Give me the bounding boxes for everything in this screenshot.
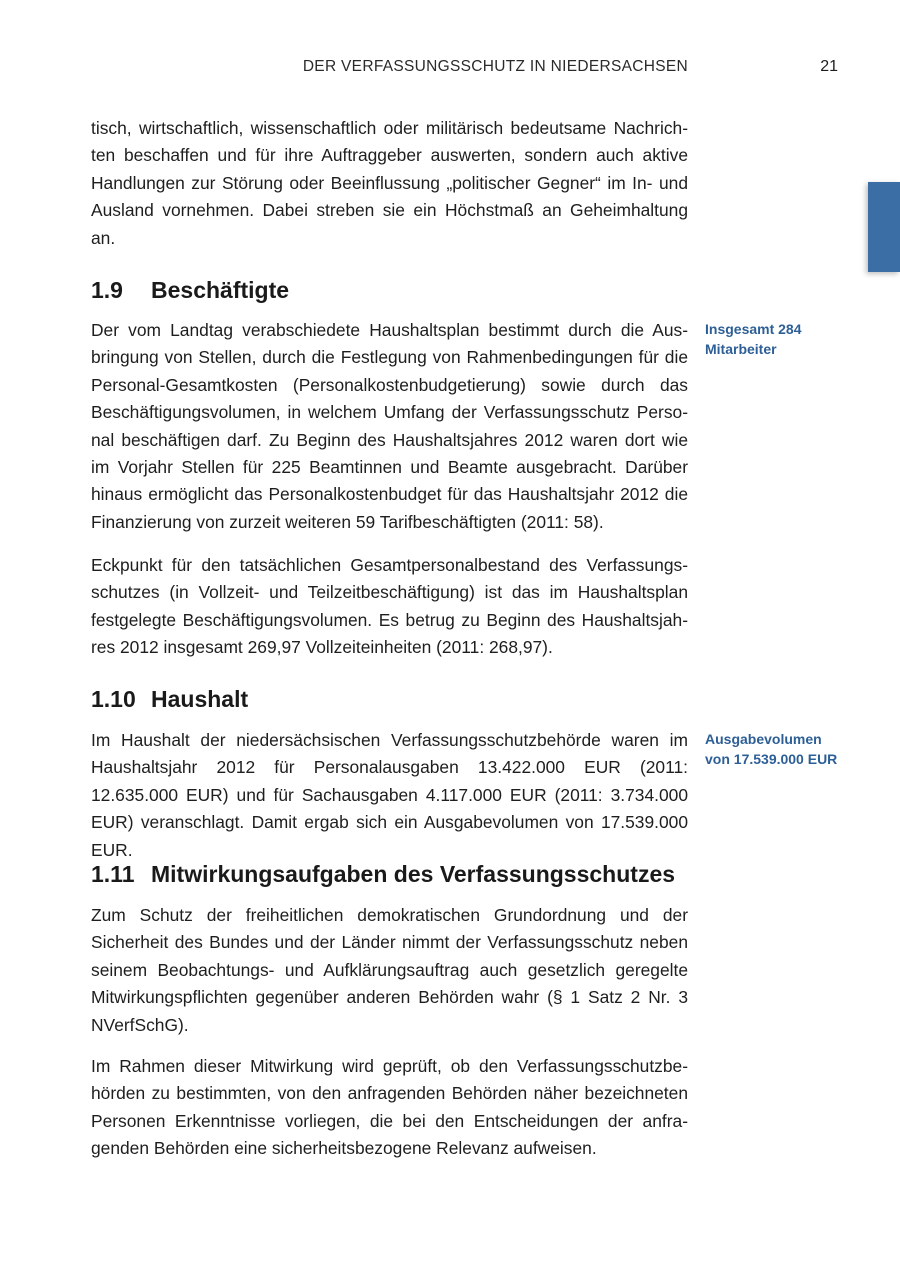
section-body-1-10 xyxy=(91,727,688,864)
section-number: 1.10 xyxy=(91,686,136,712)
section-body-1-9 xyxy=(91,317,688,536)
section-title: Haushalt xyxy=(151,686,249,712)
body-paragraph: Zum Schutz der freiheitlichen demokratischen Grundordnung und der Sicherheit des Bundes und der Länder nimmt der Verfassungsschutz neben seinem Beobachtungs- und Aufklärungsauftrag auch gesetzlich geregelte Mitwirkungspflichten gegenüber anderen Behörden wahr (§ 1 Satz 2 Nr. 3 NVerfSchG). xyxy=(91,905,688,1035)
page-number: 21 xyxy=(820,58,838,75)
section-heading-1-11 xyxy=(91,860,675,888)
chapter-edge-tab xyxy=(868,182,900,272)
section-title: Beschäftigte xyxy=(151,277,290,303)
section-title: Mitwirkungsaufgaben des Verfassungsschutzes xyxy=(151,861,676,887)
margin-note-staff xyxy=(705,319,895,359)
intro-block xyxy=(91,115,688,252)
section-heading-1-10 xyxy=(91,685,248,713)
body-paragraph: Im Rahmen dieser Mitwirkung wird geprüft, ob den Verfassungsschutzbehörden zu bestimmten, von den anfragenden Behörden näher bezeichneten Personen Erkenntnisse vorliegen, die bei den Entscheidungen der anfragenden Behörden eine sicherheitsbezogene Relevanz aufweisen. xyxy=(91,1056,688,1159)
intro-paragraph: tisch, wirtschaftlich, wissenschaftlich oder militärisch bedeutsame Nachrichten beschaffen und für ihre Auftraggeber auswerten, sondern auch aktive Handlungen zur Störung oder Beeinflussung „politischer Gegner“ im In- und Ausland vornehmen. Dabei streben sie ein Höchstmaß an Geheimhaltung an. xyxy=(91,118,688,248)
body-paragraph: Eckpunkt für den tatsächlichen Gesamtpersonalbestand des Verfassungsschutzes (in Vollzeit- und Teilzeitbeschäftigung) ist das im Haushaltsplan festgelegte Beschäftigungsvolumen. Es betrug zu Beginn des Haushaltsjahres 2012 insgesamt 269,97 Vollzeiteinheiten (2011: 268,97). xyxy=(91,555,688,658)
section-heading-1-9 xyxy=(91,276,289,304)
body-paragraph: Der vom Landtag verabschiedete Haushaltsplan bestimmt durch die Ausbringung von Stellen, durch die Festlegung von Rahmenbedingungen für die Personal-Gesamtkosten (Personalkostenbudgetierung) sowie durch das Beschäftigungsvolumen, in welchem Umfang der Verfassungsschutz Personal beschäftigen darf. Zu Beginn des Haushaltsjahres 2012 waren dort wie im Vorjahr Stellen für 225 Beamtinnen und Beamte ausgebracht. Darüber hinaus ermöglicht das Personalkostenbudget für das Haushaltsjahr 2012 die Finanzierung von zurzeit weiteren 59 Tarifbeschäftigten (2011: 58). xyxy=(91,320,688,532)
margin-note-line: von 17.539.000 EUR xyxy=(705,751,838,767)
margin-note-line: Mitarbeiter xyxy=(705,341,777,357)
margin-note-line: Insgesamt 284 xyxy=(705,321,802,337)
margin-note-budget xyxy=(705,729,895,769)
section-number: 1.11 xyxy=(91,861,135,887)
section-body-1-9-b xyxy=(91,552,688,662)
section-body-1-11-b xyxy=(91,1053,688,1163)
body-paragraph: Im Haushalt der niedersächsischen Verfassungsschutzbehörde waren im Haushaltsjahr 2012 für Personalausgaben 13.422.000 EUR (2011: 12.635.000 EUR) und für Sachausgaben 4.117.000 EUR (2011: 3.734.000 EUR) veranschlagt. Damit ergab sich ein Ausgabevolumen von 17.539.000 EUR. xyxy=(91,730,688,860)
section-body-1-11 xyxy=(91,902,688,1039)
section-number: 1.9 xyxy=(91,277,123,303)
margin-note-line: Ausgabevolumen xyxy=(705,731,822,747)
running-header-title: DER VERFASSUNGSSCHUTZ IN NIEDERSACHSEN xyxy=(302,58,688,75)
